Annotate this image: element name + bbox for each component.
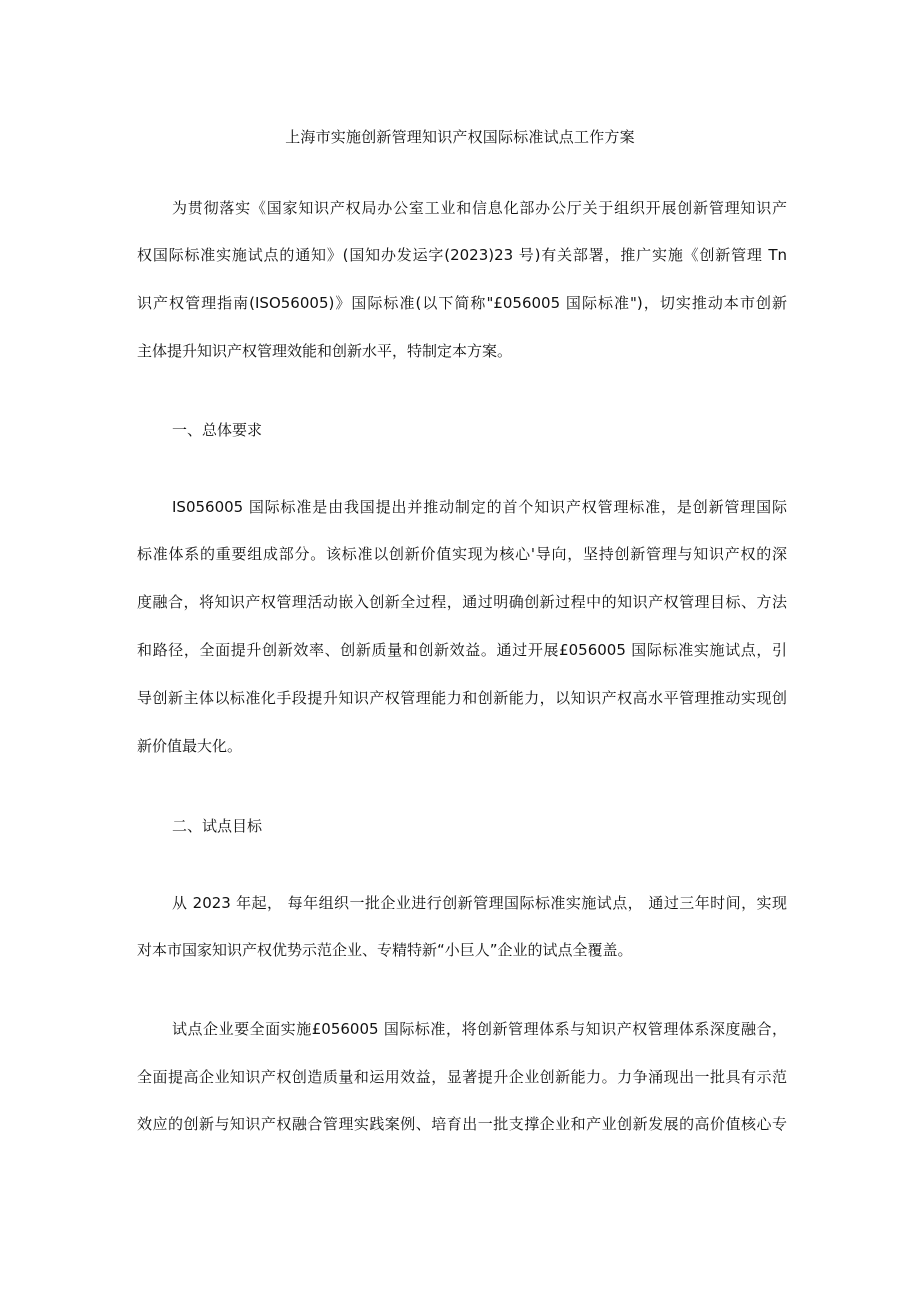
- intro-line-1: 为贯彻落实《国家知识产权局办公室工业和信息化部办公厅关于组织开展创新管理知识产: [172, 199, 787, 217]
- section-1-line-5: 导创新主体以标准化手段提升知识产权管理能力和创新能力，以知识产权高水平管理推动实现创: [137, 689, 787, 707]
- section-1-heading: 一、总体要求: [172, 421, 263, 439]
- section-2-para-2-line-1: 试点企业要全面实施£056005 国际标准，将创新管理体系与知识产权管理体系深度融合，: [172, 1020, 787, 1038]
- document-title: 上海市实施创新管理知识产权国际标准试点工作方案: [285, 128, 635, 146]
- section-2-para-1-line-2: 对本市国家知识产权优势示范企业、专精特新“小巨人”企业的试点全覆盖。: [137, 941, 633, 959]
- intro-line-4: 主体提升知识产权管理效能和创新水平，特制定本方案。: [137, 342, 513, 360]
- section-1-line-1: IS056005 国际标准是由我国提出并推动制定的首个知识产权管理标准，是创新管理国际: [172, 498, 787, 516]
- section-1-line-2: 标准体系的重要组成部分。该标准以创新价值实现为核心'导向，坚持创新管理与知识产权的深: [137, 545, 787, 563]
- intro-line-2: 权国际标准实施试点的通知》(国知办发运字(2023)23 号)有关部署，推广实施《创新管理 Tn: [137, 246, 787, 264]
- section-1-line-4: 和路径，全面提升创新效率、创新质量和创新效益。通过开展£056005 国际标准实施试点，引: [137, 641, 787, 659]
- section-1-line-6: 新价值最大化。: [137, 737, 243, 755]
- section-2-heading: 二、试点目标: [172, 817, 263, 835]
- section-1-line-3: 度融合，将知识产权管理活动嵌入创新全过程，通过明确创新过程中的知识产权管理目标、方法: [137, 593, 787, 611]
- intro-line-3: 识产权管理指南(ISO56005)》国际标准(以下简称"£056005 国际标准")，切实推动本市创新: [137, 294, 787, 312]
- section-2-para-2-line-3: 效应的创新与知识产权融合管理实践案例、培育出一批支撑企业和产业创新发展的高价值核心专: [137, 1115, 787, 1133]
- section-2-para-1-line-1: 从 2023 年起， 每年组织一批企业进行创新管理国际标准实施试点， 通过三年时间，实现: [172, 894, 787, 912]
- section-2-para-2-line-2: 全面提高企业知识产权创造质量和运用效益，显著提升企业创新能力。力争涌现出一批具有示范: [137, 1068, 787, 1086]
